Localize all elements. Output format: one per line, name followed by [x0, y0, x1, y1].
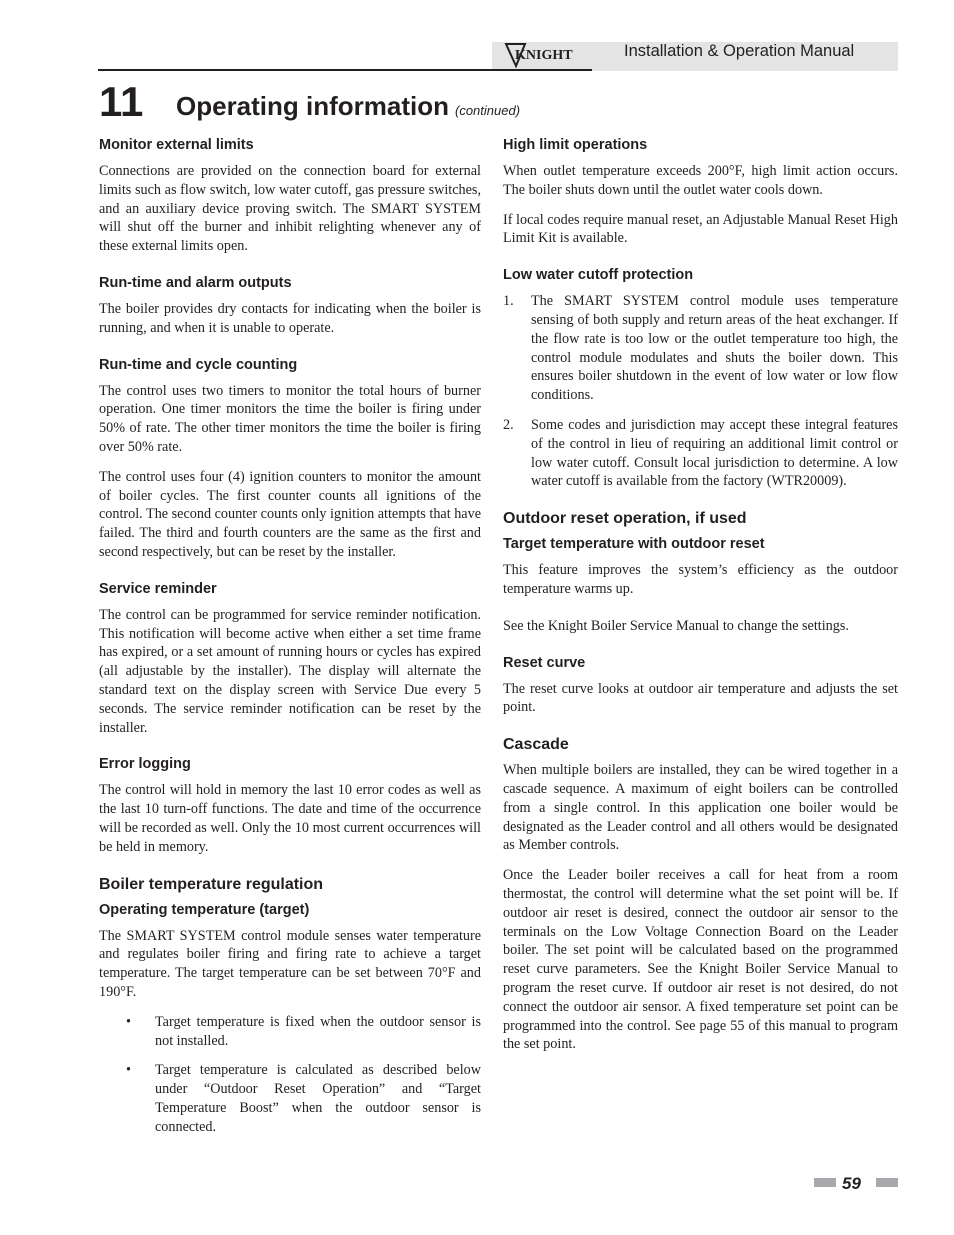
paragraph: Connections are provided on the connection board for external limits such as flow switch, low water cutoff, gas pressure switches, and an auxiliary device proving switch. The SMART SYSTEM will shut off the burner and inhibit relighting whenever any of these external limits open.	[99, 163, 481, 255]
paragraph: The reset curve looks at outdoor air temperature and adjusts the set point.	[503, 680, 898, 716]
left-column	[99, 136, 481, 1147]
paragraph: When outlet temperature exceeds 200°F, high limit action occurs. The boiler shuts down until the outlet water cools down.	[503, 163, 898, 198]
section-heading-boiler-temp: Boiler temperature regulation	[99, 875, 324, 893]
section-heading-error: Error logging	[99, 756, 191, 773]
manual-title: Installation & Operation Manual	[624, 42, 855, 60]
subheading-operating-temp: Operating temperature (target)	[99, 901, 310, 918]
section-heading-high-limit: High limit operations	[503, 137, 648, 153]
paragraph: This feature improves the system’s efficiency as the outdoor temperature warms up.	[503, 562, 898, 597]
logo-text: KNIGHT	[515, 48, 573, 63]
list-item-text: The SMART SYSTEM control module uses temperature sensing of both supply and return areas of the heat exchanger. If the flow rate is too low or the outlet temperature too high, the control module modulates and shuts the boiler down. This ensures boiler shutdown in the event of low water or low flow conditions.	[531, 293, 898, 404]
knight-logo	[503, 40, 583, 70]
list-item	[503, 292, 898, 405]
bullet-list	[99, 1013, 481, 1137]
section-heading-reset-curve: Reset curve	[503, 654, 586, 671]
chapter-number: 11	[99, 78, 144, 125]
paragraph: The SMART SYSTEM control module senses water temperature and regulates boiler firing and firing rate to achieve a target temperature. The target temperature can be set between 70°F and 190°F.	[99, 927, 481, 1000]
section-heading-low-water: Low water cutoff protection	[503, 267, 694, 284]
section-heading-outdoor: Outdoor reset operation, if used	[503, 510, 747, 528]
section-heading-service: Service reminder	[99, 580, 217, 597]
section-heading-monitor: Monitor external limits	[99, 137, 254, 153]
chapter-title-text: Operating information	[176, 91, 449, 121]
list-item	[503, 416, 898, 491]
right-column	[503, 136, 898, 1065]
paragraph: See the Knight Boiler Service Manual to change the settings.	[503, 617, 849, 634]
subheading-target-temp: Target temperature with outdoor reset	[503, 536, 765, 553]
list-item-text: Some codes and jurisdiction may accept these integral features of the control in lieu of requiring an additional limit control or low water cutoff. Consult local jurisdiction to determine. A low water cutoff is available from the factory (WTR20009).	[531, 416, 898, 490]
chapter-continued: (continued)	[455, 103, 521, 118]
paragraph: When multiple boilers are installed, they can be wired together in a cascade sequence. A maximum of eight boilers can be controlled from a single control. In this application one boiler would be designated as the Leader control and all others would be designated as Member controls.	[503, 762, 898, 854]
chapter-title	[176, 90, 520, 127]
paragraph: The control will hold in memory the last 10 error codes as well as the last 10 turn-off functions. The date and time of the occurrence will be recorded as well. Only the 10 most current occurrences will be held in memory.	[99, 782, 481, 855]
section-heading-runtime-cycle: Run-time and cycle counting	[99, 356, 298, 373]
section-heading-cascade: Cascade	[503, 736, 569, 754]
paragraph: The control uses two timers to monitor the total hours of burner operation. One timer monitors the time the boiler is firing under 50% of rate. The other timer monitors the time the boiler is firing over 50% rate.	[99, 382, 481, 455]
paragraph: The control can be programmed for service reminder notification. This notification will become active when either a set time frame has expired, or a set amount of running hours or cycles has expired (all adjustable by the installer). The display will alternate the standard text on the display screen with Service Due every 5 seconds. The service reminder notification can be reset by the installer.	[99, 606, 481, 736]
list-item-text: Target temperature is calculated as described below under “Outdoor Reset Operation” and “Target Temperature Boost” when the outdoor sensor is connected.	[155, 1062, 481, 1135]
list-item	[99, 1013, 481, 1051]
footer-bar-right	[876, 1178, 898, 1187]
page-number: 59	[842, 1174, 861, 1193]
section-heading-runtime-alarm: Run-time and alarm outputs	[99, 274, 292, 291]
list-number: 2.	[503, 416, 514, 433]
list-item-text: Target temperature is fixed when the outdoor sensor is not installed.	[155, 1013, 481, 1049]
bullet-mark: •	[126, 1062, 131, 1079]
footer-bar-left	[814, 1178, 836, 1187]
paragraph: The boiler provides dry contacts for indicating when the boiler is running, and when it is unable to operate.	[99, 300, 481, 336]
numbered-list	[503, 292, 898, 491]
paragraph: The control uses four (4) ignition counters to monitor the amount of boiler cycles. The first counter counts all ignitions of the control. The second counter counts only ignition attempts that have failed. The third and fourth counters are the same as the first and second respectively, but can be reset by the installer.	[99, 468, 481, 560]
bullet-mark: •	[126, 1013, 131, 1030]
list-item	[99, 1061, 481, 1136]
paragraph: If local codes require manual reset, an Adjustable Manual Reset High Limit Kit is available.	[503, 211, 898, 247]
paragraph: Once the Leader boiler receives a call for heat from a room thermostat, the control will determine what the set point will be. If outdoor air reset is desired, connect the outdoor air sensor to the terminals on the Low Voltage Connection Board on the Leader boiler. The set point will be calculated based on the programmed reset curve parameters. See the Knight Boiler Service Manual to program the reset curve. If outdoor air reset is not desired, do not connect the outdoor air sensor. A fixed temperature set point can be programmed into the control. See page 55 of this manual to program the set point.	[503, 867, 898, 1053]
list-number: 1.	[503, 293, 514, 310]
